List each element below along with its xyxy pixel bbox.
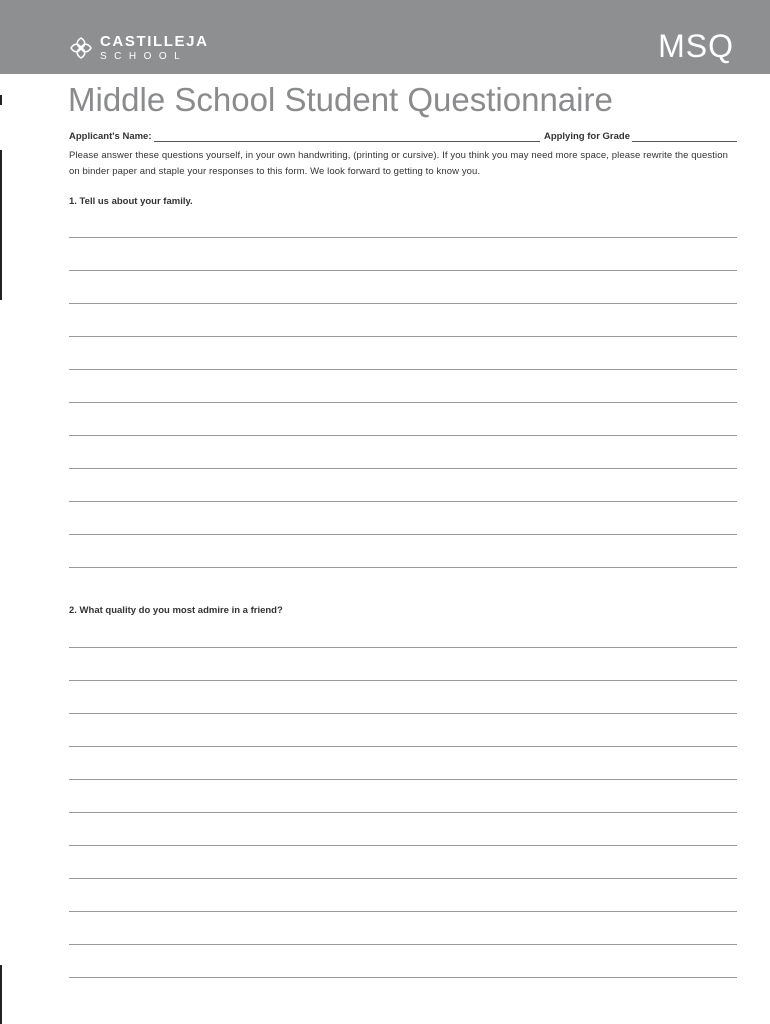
- answer-line[interactable]: [69, 878, 737, 879]
- page-title: Middle School Student Questionnaire: [68, 81, 613, 118]
- answer-line[interactable]: [69, 944, 737, 945]
- answer-line[interactable]: [69, 435, 737, 436]
- name-label: Applicant's Name:: [69, 131, 152, 142]
- answer-line[interactable]: [69, 402, 737, 403]
- instructions-text: Please answer these questions yourself, in your own handwriting, (printing or cursive). If you think you may need more space, please rewrite the question on binder paper and staple your responses to this form. We look forward to getting to know you.: [69, 150, 728, 177]
- answer-line[interactable]: [69, 567, 737, 568]
- answer-line[interactable]: [69, 303, 737, 304]
- answer-line[interactable]: [69, 369, 737, 370]
- answer-line[interactable]: [69, 501, 737, 502]
- castilleja-flower-icon: [68, 35, 94, 61]
- answer-line[interactable]: [69, 713, 737, 714]
- answer-line[interactable]: [69, 746, 737, 747]
- answer-line[interactable]: [69, 911, 737, 912]
- question-1: 1. Tell us about your family.: [69, 196, 193, 207]
- answer-line[interactable]: [69, 468, 737, 469]
- name-field[interactable]: [154, 131, 540, 142]
- answer-line[interactable]: [69, 336, 737, 337]
- answer-line[interactable]: [69, 270, 737, 271]
- answer-line[interactable]: [69, 845, 737, 846]
- applicant-info-row: [69, 131, 737, 142]
- logo-subtitle: SCHOOL: [100, 51, 188, 62]
- answer-line[interactable]: [69, 779, 737, 780]
- school-logo: [68, 32, 209, 64]
- header-band: [0, 0, 770, 74]
- answer-line[interactable]: [69, 812, 737, 813]
- question-2: 2. What quality do you most admire in a friend?: [69, 605, 283, 616]
- logo-name: CASTILLEJA: [100, 33, 209, 50]
- grade-field[interactable]: [632, 131, 737, 142]
- answer-line[interactable]: [69, 237, 737, 238]
- grade-label: Applying for Grade: [543, 131, 630, 142]
- scan-edge-marks: [0, 0, 3, 1024]
- answer-line[interactable]: [69, 534, 737, 535]
- answer-line[interactable]: [69, 680, 737, 681]
- form-code: MSQ: [658, 28, 734, 64]
- answer-line[interactable]: [69, 977, 737, 978]
- answer-line[interactable]: [69, 647, 737, 648]
